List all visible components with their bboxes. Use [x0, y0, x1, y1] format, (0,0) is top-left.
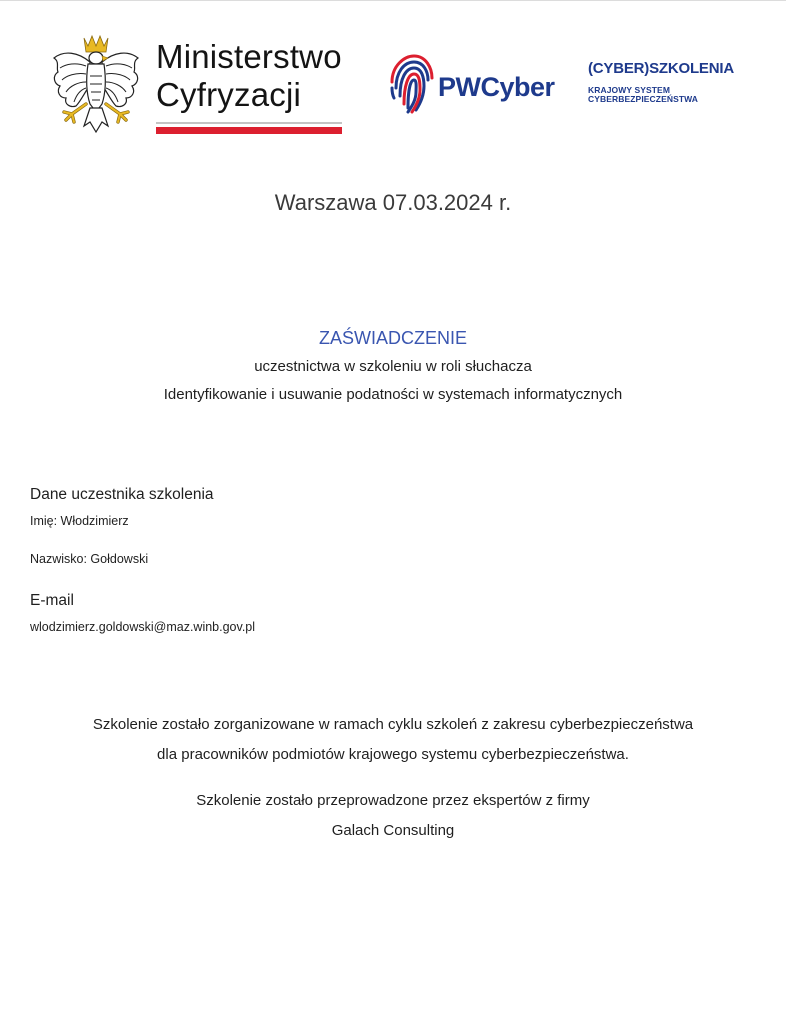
organization-line1: Szkolenie zostało zorganizowane w ramach cyklu szkoleń z zakresu cyberbezpieczeństwa — [92, 716, 694, 733]
fingerprint-icon — [386, 52, 434, 114]
cyberszkolenia-logo — [588, 60, 734, 112]
organization-line2: dla pracowników podmiotów krajowego systemu cyberbezpieczeństwa. — [157, 746, 629, 763]
trainer-paragraph — [0, 786, 786, 846]
top-border — [0, 0, 786, 1]
document-date: Warszawa 07.03.2024 r. — [274, 190, 512, 215]
cyberszkolenia-sub-line1: KRAJOWY SYSTEM — [588, 85, 671, 95]
trainer-company: Galach Consulting — [331, 822, 455, 839]
course-name: Identyfikowanie i usuwanie podatności w systemach informatycznych — [163, 386, 623, 403]
cyberszkolenia-subtitle — [588, 86, 728, 104]
certificate-title: ZAŚWIADCZENIE — [318, 328, 467, 348]
cyberszkolenia-sub-line2: CYBERBEZPIECZEŃSTWA — [588, 94, 699, 104]
ministry-name — [156, 38, 342, 114]
pwcyber-wordmark: PWCyber — [438, 72, 555, 102]
ministry-name-line1: Ministerstwo — [156, 38, 342, 75]
pwcyber-logo — [386, 52, 556, 116]
participant-first-name: Imię: Włodzimierz — [30, 514, 129, 528]
participant-heading: Dane uczestnika szkolenia — [30, 486, 214, 503]
flag-stripe-red — [156, 127, 342, 134]
cyberszkolenia-title: (CYBER)SZKOLENIA — [588, 60, 734, 77]
certificate-subtitle: uczestnictwa w szkoleniu w roli słuchacza — [254, 358, 532, 375]
polish-eagle-emblem — [50, 32, 142, 136]
participant-email: wlodzimierz.goldowski@maz.winb.gov.pl — [30, 620, 256, 634]
email-heading: E-mail — [30, 592, 74, 609]
ministry-name-line2: Cyfryzacji — [156, 76, 302, 113]
participant-last-name: Nazwisko: Gołdowski — [30, 552, 149, 566]
flag-stripe-white — [156, 122, 342, 124]
organization-paragraph — [0, 710, 786, 770]
ministry-logo — [50, 32, 350, 138]
trainer-line1: Szkolenie zostało przeprowadzone przez ekspertów z firmy — [196, 792, 590, 809]
